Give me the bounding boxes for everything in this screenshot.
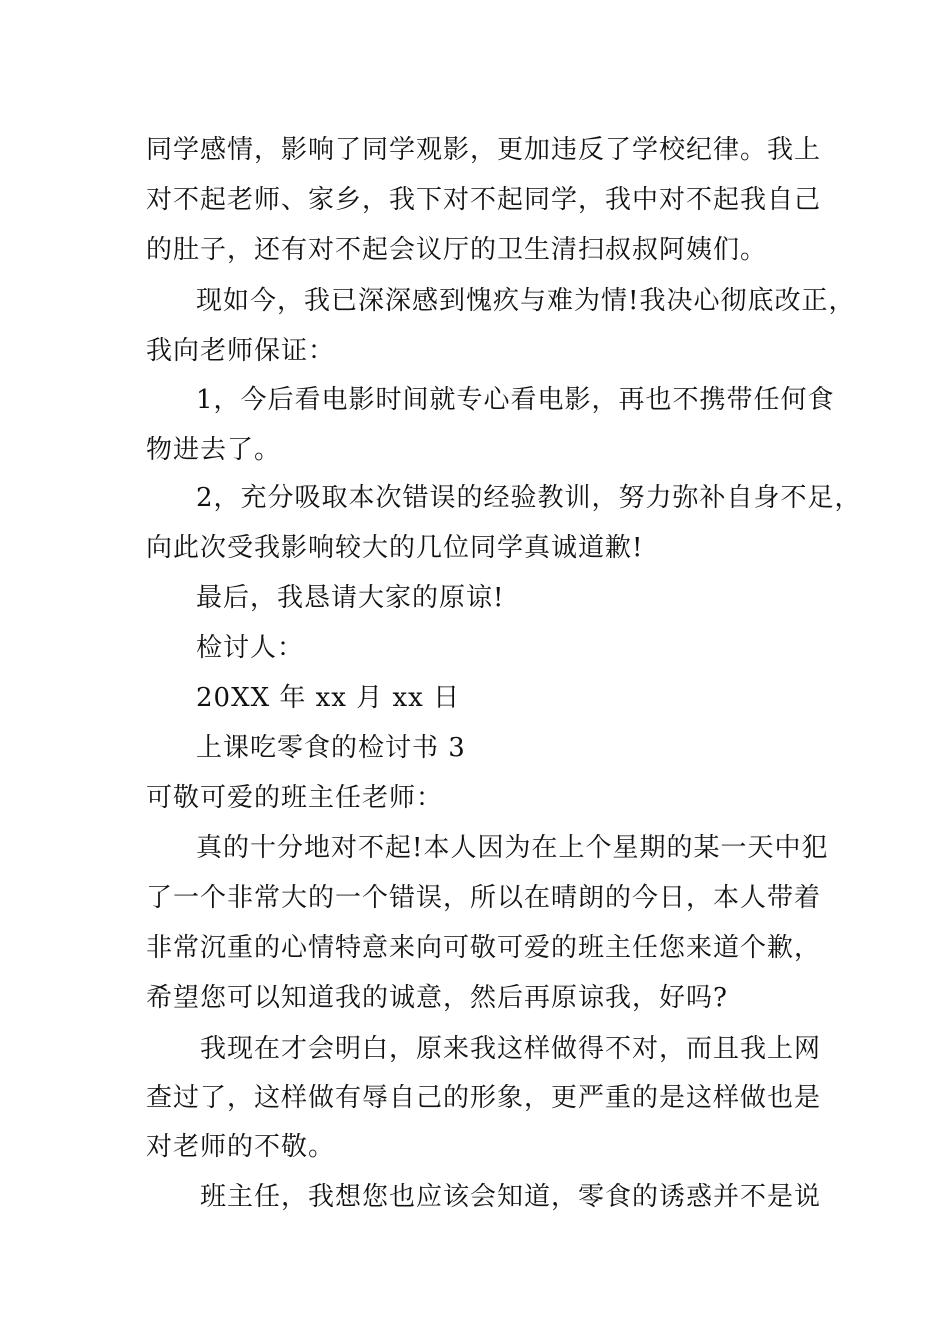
- text-line: 现如今，我已深深感到愧疚与难为情!我决心彻底改正，: [196, 286, 856, 316]
- text-line: 的肚子，还有对不起会议厅的卫生清扫叔叔阿姨们。: [146, 235, 768, 265]
- text-line: 班主任，我想您也应该会知道，零食的诱惑并不是说: [200, 1182, 822, 1212]
- text-line: 我向老师保证：: [146, 336, 336, 366]
- text-line: 真的十分地对不起!本人因为在上个星期的某一天中犯: [196, 833, 829, 863]
- text-line: 2，充分吸取本次错误的经验教训，努力弥补自身不足，: [196, 483, 862, 513]
- signer-label: 检讨人：: [196, 633, 305, 663]
- text-line: 非常沉重的心情特意来向可敬可爱的班主任您来道个歉，: [146, 933, 822, 963]
- text-line: 对老师的不敬。: [146, 1132, 336, 1162]
- text-line: 希望您可以知道我的诚意，然后再原谅我，好吗?: [146, 983, 728, 1013]
- text-line: 向此次受我影响较大的几位同学真诚道歉!: [146, 533, 644, 563]
- date-line: 20XX 年 xx 月 xx 日: [196, 683, 461, 713]
- text-line: 物进去了。: [146, 435, 282, 465]
- section-title: 上课吃零食的检讨书 3: [196, 733, 466, 763]
- text-line: 了一个非常大的一个错误，所以在晴朗的今日，本人带着: [146, 883, 822, 913]
- text-line: 最后，我恳请大家的原谅!: [196, 583, 505, 613]
- text-line: 1，今后看电影时间就专心看电影，再也不携带任何食: [196, 385, 835, 415]
- text-line: 我现在才会明白，原来我这样做得不对，而且我上网: [200, 1034, 822, 1064]
- text-line: 查过了，这样做有辱自己的形象，更严重的是这样做也是: [146, 1083, 822, 1113]
- text-line: 对不起老师、家乡，我下对不起同学，我中对不起我自己: [146, 185, 822, 215]
- salutation: 可敬可爱的班主任老师：: [146, 783, 444, 813]
- text-line: 同学感情，影响了同学观影，更加违反了学校纪律。我上: [146, 135, 822, 165]
